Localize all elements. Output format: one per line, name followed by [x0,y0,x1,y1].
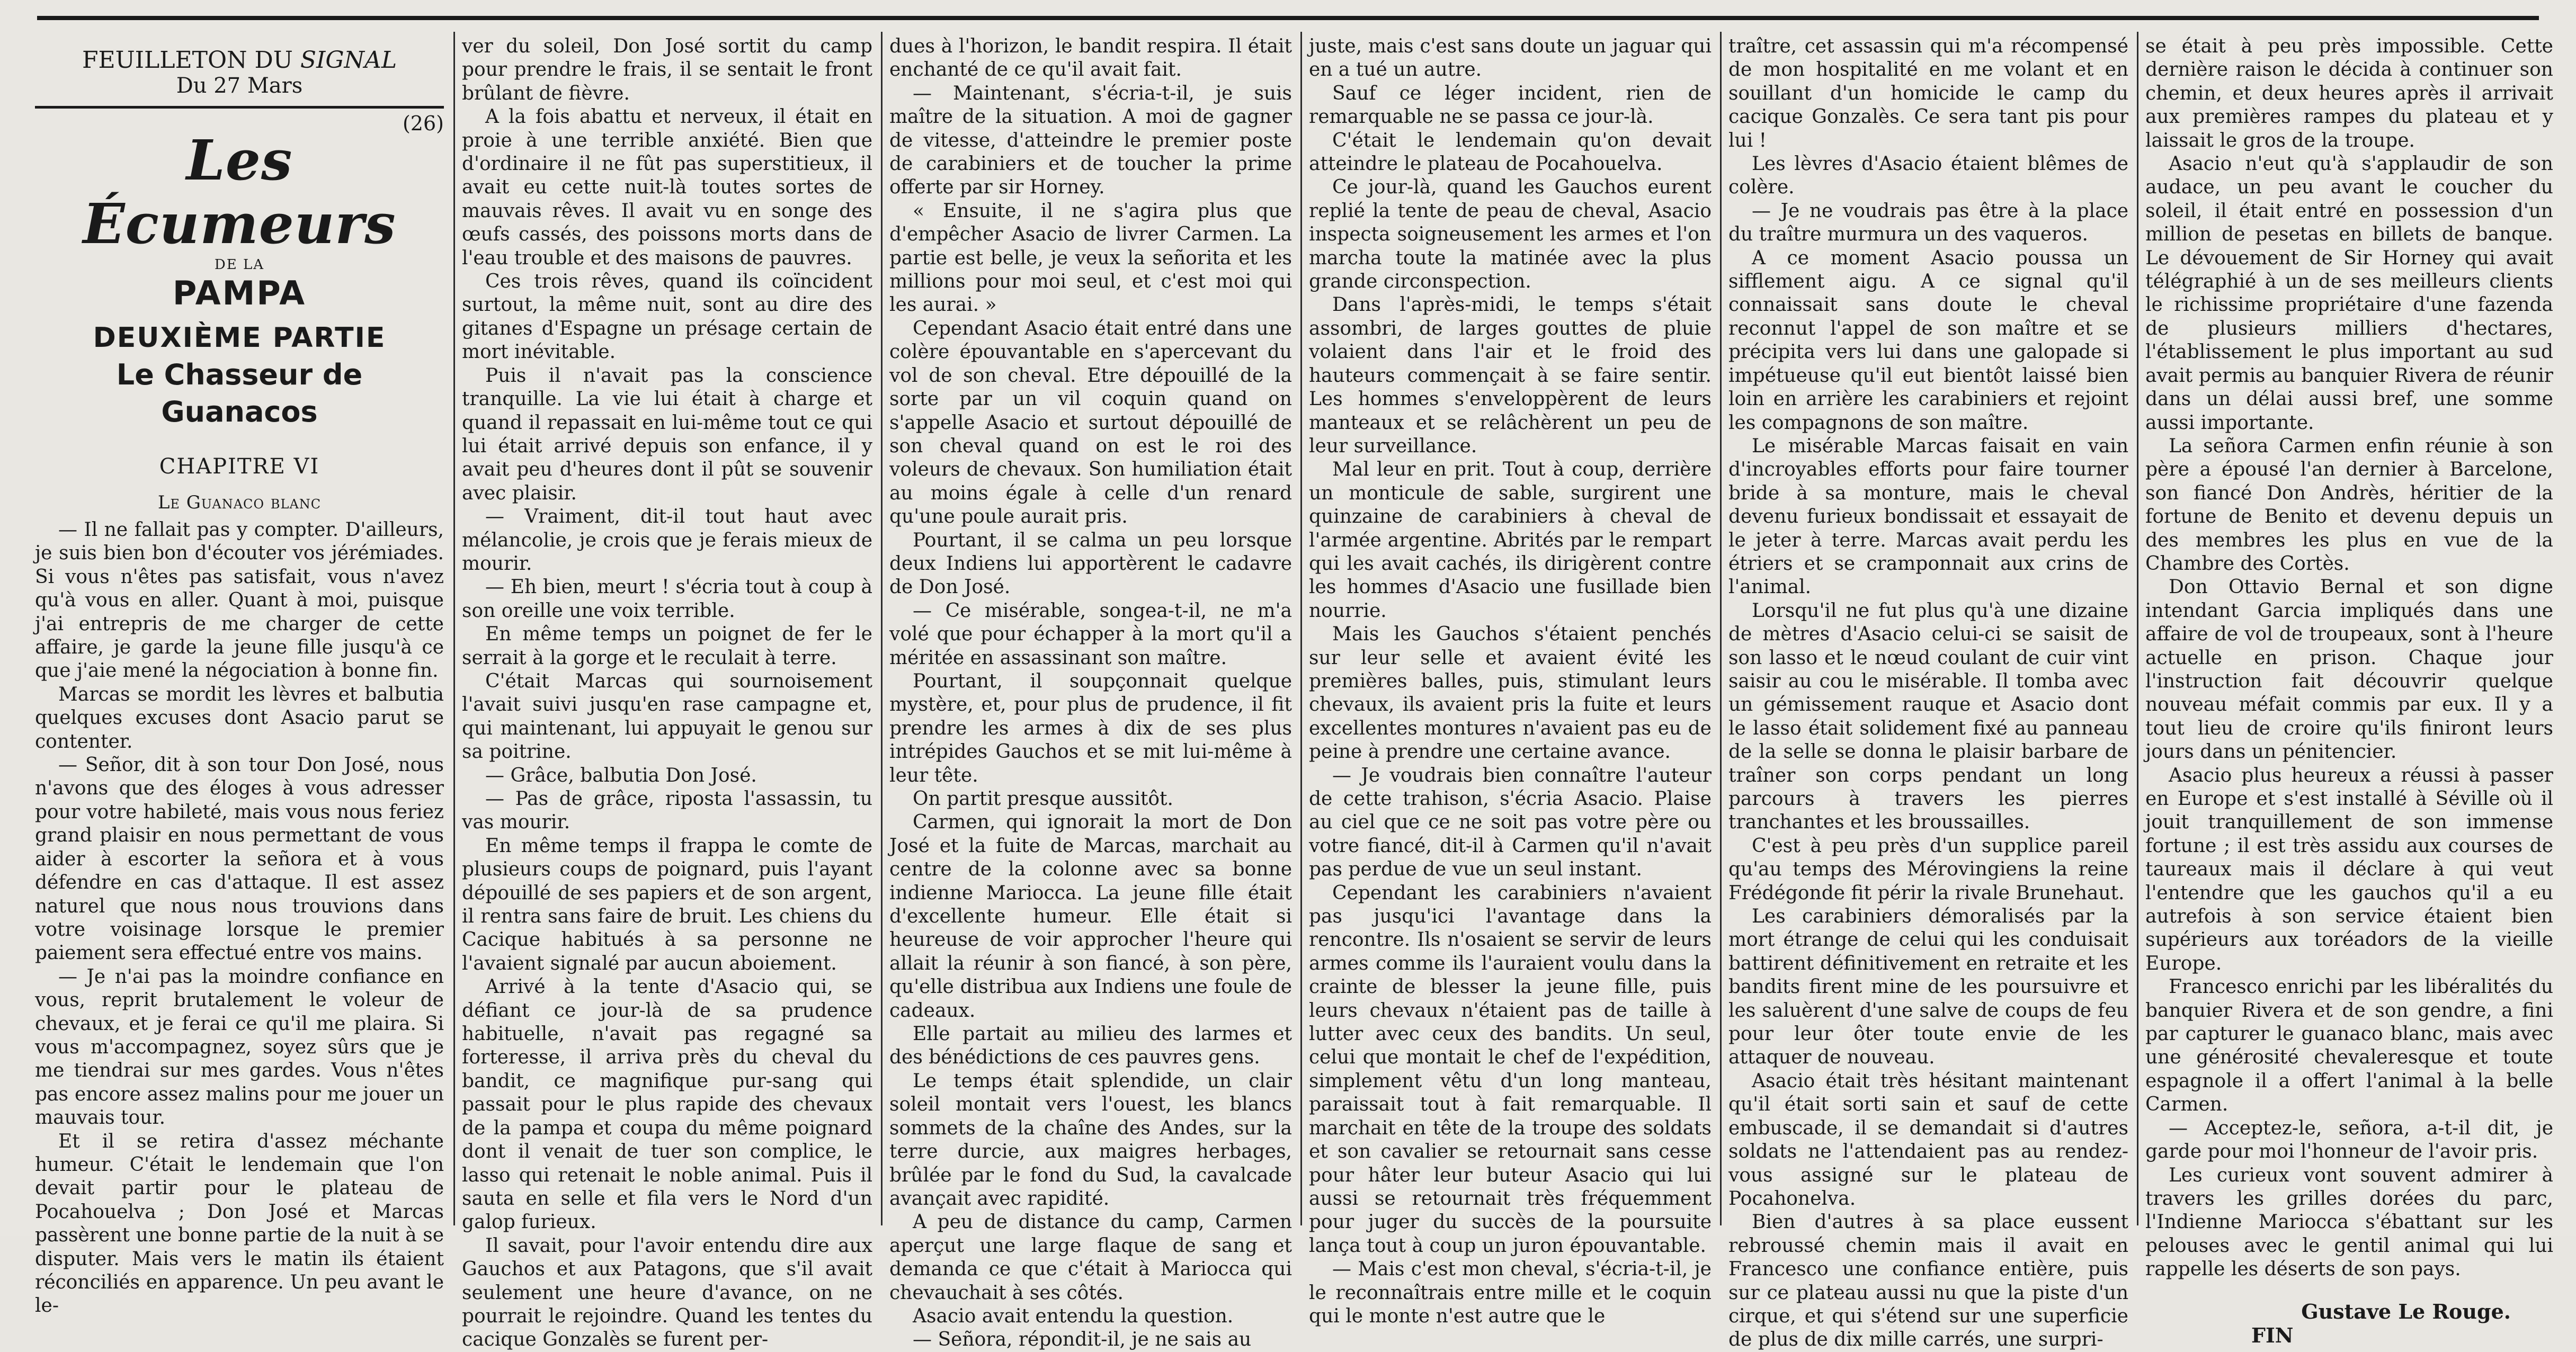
column-rule [881,32,883,1225]
paragraph: — Señora, répondit-il, je ne sais au [913,1329,1252,1351]
paragraph: C'est à peu près d'un supplice pareil qu'au temps des Mérovingiens la reine Frédégonde fit périr la rivale Brunehaut. [1728,835,2128,904]
paragraph: Mal leur en prit. Tout à coup, derrière un monticule de sable, surgirent une quinzaine de carabiniers à cheval de l'armée argentine. Abrités par le rempart qui les avait cachés, ils dirigèrent contre les hommes d'Asacio une fusillade bien nourrie. [1309,459,1712,622]
paragraph: — Maintenant, s'écria-t-il, je suis maître de la situation. A moi de gagner de vitesse, d'atteindre le premier poste de carabiniers et de toucher la prime offerte par sir Horney. [889,82,1292,199]
paragraph: Marcas se mordit les lèvres et balbutia quelques excuses dont Asacio parut se contenter. [35,683,444,753]
paragraph: A ce moment Asacio poussa un sifflement aigu. A ce signal qu'il connaissait sans doute le cheval reconnut l'appel de son maître et se précipita vers lui dans une galopade si impétueuse qu'il eut bientôt laissé bien loin en arrière les carabiniers et rejoint les compagnons de son maître. [1728,247,2128,434]
paragraph: — Señor, dit à son tour Don José, nous n'avons que des éloges à vous adresser pour votre habileté, mais vous nous feriez grand plaisir en nous permettant de vous aider à escorter la señora et à vous défendre en cas d'attaque. Il est assez naturel que nous nous trouvions dans votre voisinage lorsque le premier paiement sera effectué entre vos mains. [35,754,444,964]
paragraph: traître, cet assassin qui m'a récompensé de mon hospitalité en me volant et en souillant d'un homicide le camp du cacique Gonzalès. Ce sera tant pis pour lui ! [1728,35,2128,151]
paragraph: Pourtant, il se calma un peu lorsque deux Indiens lui apportèrent le cadavre de Don José. [889,529,1292,598]
issue-date: Du 27 Mars [176,74,303,98]
title-de-la: DE LA [214,257,265,273]
paragraph: — Je ne voudrais pas être à la place du traître murmura un des vaqueros. [1728,200,2128,246]
paragraph: — Je voudrais bien connaître l'auteur de cette trahison, s'écria Asacio. Plaise au ciel que ce ne soit pas votre père ou votre fiancé, dit-il à Carmen qu'il n'avait pas perdue de vue un seul instant. [1309,764,1712,881]
newspaper-name: SIGNAL [300,47,397,74]
paragraph: En même temps il frappa le comte de plusieurs coups de poignard, puis l'ayant dépouillé de ses papiers et de son argent, il rentra sans faire de bruit. Les chiens du Cacique habitués à sa personne ne l'avaient signalé par aucun aboiement. [462,835,872,974]
paragraph: se était à peu près impossible. Cette dernière raison le décida à continuer son chemin, et deux heures après il arrivait aux premières rampes du plateau et y laissait le gros de la troupe. [2145,35,2553,151]
paragraph: Asacio plus heureux a réussi à passer en Europe et s'est installé à Séville où il jouit tranquillement de son immense fortune ; il est très assidu aux courses de taureaux mais il déclare à qui veut l'entendre que les gauchos qu'il a eu autrefois à son service étaient bien supérieurs aux toréadors de la vieille Europe. [2145,764,2553,974]
top-rule [37,16,2539,20]
column-rule [2137,32,2138,1225]
paragraph: Il savait, pour l'avoir entendu dire aux Gauchos et aux Patagons, que s'il avait seulement une heure d'avance, on ne pourrait le rejoindre. Quand les tentes du cacique Gonzalès se furent per- [462,1234,872,1351]
paragraph: C'était Marcas qui sournoisement l'avait suivi jusqu'en rase campagne et, qui maintenant, lui appuyait le genou sur sa poitrine. [462,670,872,763]
story-title: Les Écumeurs [83,128,396,256]
column-rule [1300,32,1302,1225]
paragraph: Ces trois rêves, quand ils coïncident surtout, la même nuit, sont au dire des gitanes d'Espagne un présage certain de mort inévitable. [462,271,872,363]
paragraph: Les carabiniers démoralisés par la mort étrange de celui qui les conduisait battirent définitivement en retraite et les bandits firent mine de les poursuivre et les saluèrent d'une salve de coups de feu pour leur ôter toute envie de les attaquer de nouveau. [1728,906,2128,1069]
paragraph: Puis il n'avait pas la conscience tranquille. La vie lui était à charge et quand il repassait en lui-même tout ce qui lui était arrivé depuis son enfance, il y avait peu d'heures dont il pût se souvenir avec plaisir. [462,364,872,504]
header-rule [35,106,444,109]
paragraph: Le temps était splendide, un clair soleil montait vers l'ouest, les blancs sommets de la chaîne des Andes, sur la terre durcie, aux maigres herbages, brûlée par le fond du Sud, la cavalcade avançait avec rapidité. [889,1070,1292,1210]
paragraph: Les curieux vont souvent admirer à travers les grilles dorées du parc, l'Indienne Mariocca s'ébattant sur les pelouses avec le gentil animal qui lui rappelle les déserts de son pays. [2145,1164,2553,1281]
paragraph: C'était le lendemain qu'on devait atteindre le plateau de Pocahouelva. [1309,129,1712,175]
paragraph: — Il ne fallait pas y compter. D'ailleurs, je suis bien bon d'écouter vos jérémiades. Si vous n'êtes pas satisfait, vous n'avez qu'à vous en aller. Quant à moi, puisque j'ai entrepris de me charger de cette affaire, je garde la jeune fille jusqu'à ce que j'aie mené la négociation à bonne fin. [35,519,444,682]
paragraph: A peu de distance du camp, Carmen aperçut une large flaque de sang et demanda ce que c'était à Mariocca qui chevauchait à ses côtés. [889,1211,1292,1304]
paragraph: Bien d'autres à sa place eussent rebroussé chemin mais il avait en Francesco une confiance entière, puis sur ce plateau aussi nu que la piste d'un cirque, et qui s'étend sur une superficie de plus de dix mille carrés, une surpri- [1728,1211,2128,1351]
feuilleton-prefix: FEUILLETON DU [82,47,293,74]
paragraph: « Ensuite, il ne s'agira plus que d'empêcher Asacio de livrer Carmen. La partie est belle, je veux la señorita et les millions pour moi seul, et c'est moi qui les aurai. » [889,200,1292,316]
paragraph: Carmen, qui ignorait la mort de Don José et la fuite de Marcas, marchait au centre de la colonne avec sa bonne indienne Mariocca. La jeune fille était d'excellente humeur. Elle était si heureuse de voir approcher l'heure qui allait la réunir à son fiancé, à son père, qu'elle distribua aux Indiens une foule de cadeaux. [889,811,1292,1022]
column-1 [35,47,444,1317]
title-pampa: PAMPA [172,274,307,312]
paragraph: — Mais c'est mon cheval, s'écria-t-il, je le reconnaîtrais entre mille et le coquin qui le monte n'est autre que le [1309,1258,1712,1327]
paragraph: Asacio n'eut qu'à s'applaudir de son audace, un peu avant le coucher du soleil, il était entré en possession d'un million de pesetas en billets de banque. Le dévouement de Sir Horney qui avait télégraphié à un de ses meilleurs clients le richissime propriétaire d'une fazenda de plusieurs milliers d'hectares, l'établissement le plus important au sud avait permis au banquier Rivera de réunir dans un délai aussi bref, une somme aussi importante. [2145,153,2553,434]
paragraph: — Pas de grâce, riposta l'assassin, tu vas mourir. [462,788,872,834]
paragraph: Don Ottavio Bernal et son digne intendant Garcia impliqués dans une affaire de vol de troupeaux, sont à l'heure actuelle en prison. Chaque jour l'instruction fait découvrir quelque nouveau méfait commis par eux. Il y a tout lieu de croire qu'ils finiront leurs jours dans un pénitencier. [2145,576,2553,763]
column-3 [889,35,1292,1351]
paragraph: — Eh bien, meurt ! s'écria tout à coup à son oreille une voix terrible. [462,576,872,622]
paragraph: — Grâce, balbutia Don José. [485,764,757,786]
paragraph: Le misérable Marcas faisait en vain d'incroyables efforts pour faire tourner bride à sa monture, mais le cheval devenu furieux bondissait et essayait de le jeter à terre. Marcas avait perdu les étriers et se cramponnait aux crins de l'animal. [1728,435,2128,598]
paragraph: — Vraiment, dit-il tout haut avec mélancolie, je crois que je ferais mieux de mourir. [462,506,872,575]
fin-marker: FIN [2251,1323,2294,1347]
column-2 [462,35,872,1351]
paragraph: Ce jour-là, quand les Gauchos eurent replié la tente de peau de cheval, Asacio inspecta soigneusement les armes et l'on marcha toute la matinée avec la plus grande circonspection. [1309,176,1712,293]
paragraph: Lorsqu'il ne fut plus qu'à une dizaine de mètres d'Asacio celui-ci se saisit de son lasso et le nœud coulant de cuir vint saisir au cou le misérable. Il tomba avec un gémissement rauque et Asacio dont le lasso était solidement fixé au panneau de la selle se donna le plaisir barbare de traîner son corps pendant un long parcours à travers les pierres tranchantes et les broussailles. [1728,599,2128,834]
paragraph: — Acceptez-le, señora, a-t-il dit, je garde pour moi l'honneur de l'avoir pris. [2145,1117,2553,1163]
feuilleton-heading [35,48,444,73]
paragraph: juste, mais c'est sans doute un jaguar qui en a tué un autre. [1309,35,1712,81]
paragraph: ver du soleil, Don José sortit du camp pour prendre le frais, il se sentait le front brûlant de fièvre. [462,35,872,104]
paragraph: Et il se retira d'assez méchante humeur. C'était le lendemain que l'on devait partir pour le plateau de Pocahouelva ; Don José et Marcas passèrent une bonne partie de la nuit à se disputer. Mais vers le matin ils étaient réconciliés en apparence. Un peu avant le le- [35,1130,444,1317]
part-subtitle: Le Chasseur de Guanacos [116,358,363,428]
chapter-title: Le Guanaco blanc [157,492,322,513]
paragraph: On partit presque aussitôt. [913,788,1173,810]
paragraph: Mais les Gauchos s'étaient penchés sur leur selle et avaient évité les premières balles, puis, stimulant leurs chevaux, ils avaient pris la fuite et leurs excellentes montures n'avaient pas eu de peine à prendre une certaine avance. [1309,623,1712,763]
column-rule [453,32,455,1225]
column-rule [1720,32,1722,1225]
paragraph: dues à l'horizon, le bandit respira. Il était enchanté de ce qu'il avait fait. [889,35,1292,81]
column-5 [1728,35,2128,1351]
paragraph: Les lèvres d'Asacio étaient blêmes de colère. [1728,153,2128,199]
paragraph: En même temps un poignet de fer le serrait à la gorge et le reculait à terre. [462,623,872,669]
column-4 [1309,35,1712,1327]
author-signature: Gustave Le Rouge. [2301,1299,2511,1323]
paragraph: Pourtant, il soupçonnait quelque mystère, et, pour plus de prudence, il fit prendre les armes à dix de ses plus intrépides Gauchos et se mit lui-même à leur tête. [889,670,1292,786]
paragraph: Francesco enrichi par les libéralités du banquier Rivera et de son gendre, a fini par capturer le guanaco blanc, mais avec une générosité chevaleresque et toute espagnole il a offert l'animal à la belle Carmen. [2145,976,2553,1116]
paragraph: A la fois abattu et nerveux, il était en proie à une terrible anxiété. Bien que d'ordinaire il ne fût pas superstitieux, il avait eu cette nuit-là toutes sortes de mauvais rêves. Il avait vu en songe des œufs cassés, des poissons morts dans de l'eau trouble et des maisons de pauvres. [462,106,872,269]
column-6 [2145,35,2553,1347]
paragraph: Cependant Asacio était entré dans une colère épouvantable en s'apercevant du vol de son cheval. Etre dépouillé de la sorte par un vil coquin quand on s'appelle Asacio et surtout dépouillé de son cheval quand on est le roi des voleurs de chevaux. Son humiliation était au moins égale à celle d'un renard qu'une poule aurait pris. [889,317,1292,528]
paragraph: Cependant les carabiniers n'avaient pas jusqu'ici l'avantage dans la rencontre. Ils n'osaient se servir de leurs armes comme ils l'auraient voulu dans la crainte de blesser la jeune fille, puis leurs chevaux n'étaient pas de taille à lutter avec ceux des bandits. Un seul, celui que montait le chef de l'expédition, simplement vêtu d'un long manteau, paraissait tout à fait remarquable. Il marchait en tête de la troupe des soldats et son cavalier se retournait sans cesse pour hâter leur buteur Asacio qui lui aussi se retournait très fréquemment pour juger du succès de la poursuite lança tout à coup un juron épouvantable. [1309,882,1712,1257]
paragraph: Sauf ce léger incident, rien de remarquable ne se passa ce jour-là. [1309,82,1712,128]
paragraph: Arrivé à la tente d'Asacio qui, se défiant ce jour-là de sa prudence habituelle, n'avait pas regagné sa forteresse, il arriva près du cheval du bandit, ce magnifique pur-sang qui passait pour le plus rapide des chevaux de la pampa et coupa du même poignard dont il venait de tuer son complice, le lasso qui retenait le noble animal. Puis il sauta en selle et fila vers le Nord d'un galop furieux. [462,976,872,1233]
paragraph: Asacio était très hésitant maintenant qu'il était sorti sain et sauf de cette embuscade, il se demandait si d'autres soldats ne l'attendaient pas au rendez-vous assigné sur le plateau de Pocahonelva. [1728,1070,2128,1210]
part-heading: DEUXIÈME PARTIE [93,322,386,354]
chapter-heading: CHAPITRE VI [159,454,320,479]
paragraph: Dans l'après-midi, le temps s'était assombri, de larges gouttes de pluie volaient dans l'air et le froid des hauteurs commençait à se faire sentir. Les hommes s'enveloppèrent de leurs manteaux et se relâchèrent un peu de leur surveillance. [1309,294,1712,457]
paragraph: Elle partait au milieu des larmes et des bénédictions de ces pauvres gens. [889,1023,1292,1069]
paragraph: Asacio avait entendu la question. [913,1305,1234,1327]
paragraph: — Ce misérable, songea-t-il, ne m'a volé que pour échapper à la mort qu'il a méritée en assassinant son maître. [889,599,1292,669]
installment-number: (26) [402,112,444,135]
paragraph: La señora Carmen enfin réunie à son père a épousé l'an dernier à Barcelone, son fiancé Don Andrès, héritier de la fortune de Benito et devenu depuis un des membres les plus en vue de la Chambre des Cortès. [2145,435,2553,575]
paragraph: — Je n'ai pas la moindre confiance en vous, reprit brutalement le voleur de chevaux, et je ferai ce qu'il me plaira. Si vous m'accompagnez, soyez sûrs que je me tiendrai sur mes gardes. Vous n'êtes pas encore assez malins pour me jouer un mauvais tour. [35,965,444,1129]
